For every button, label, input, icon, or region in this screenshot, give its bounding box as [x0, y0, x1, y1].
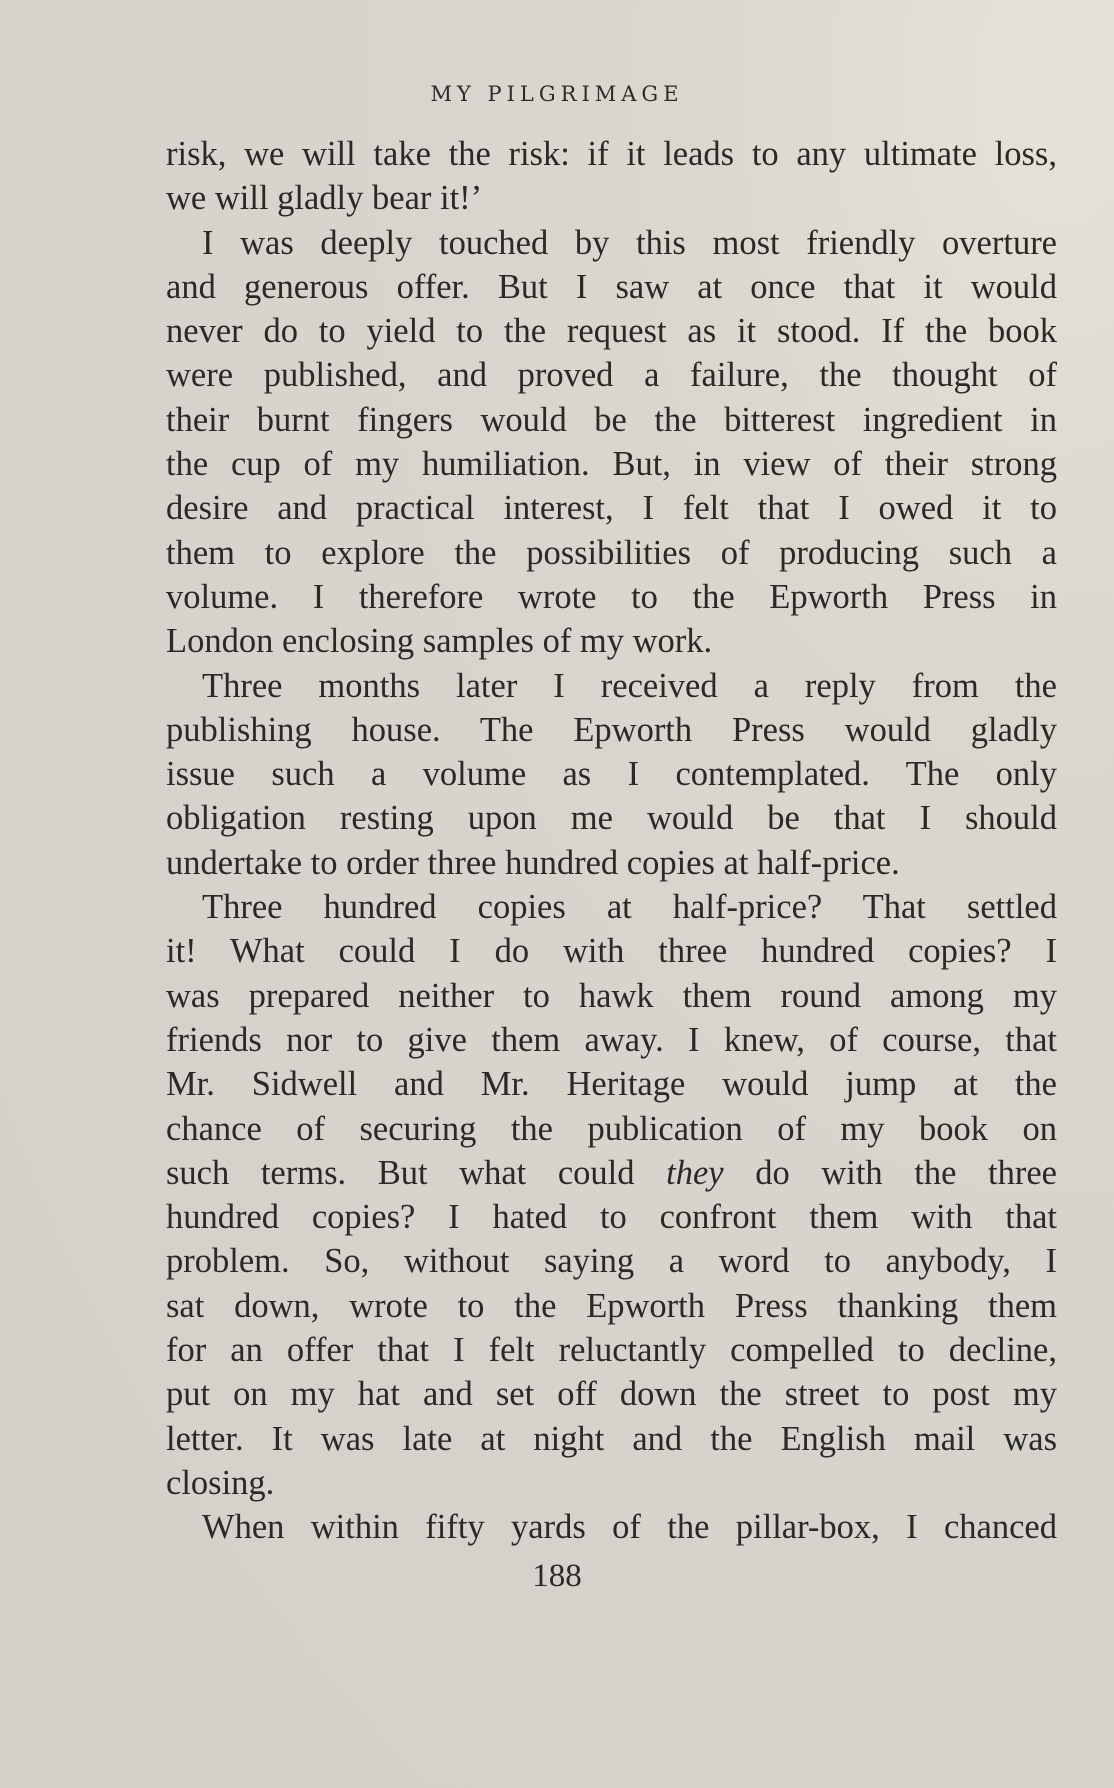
text-line: them to explore the possibilities of producing such a	[166, 533, 1057, 572]
text-line: were published, and proved a failure, the thought of	[166, 356, 1057, 395]
running-head: MY PILGRIMAGE	[430, 82, 684, 106]
text-line: such terms. But what could they do with the three	[166, 1153, 1057, 1192]
text-line: risk, we will take the risk: if it leads to any ultimate loss,	[166, 135, 1057, 173]
text-line: Mr. Sidwell and Mr. Heritage would jump at the	[166, 1065, 1057, 1104]
text-line: closing.	[166, 1463, 275, 1502]
text-line: volume. I therefore wrote to the Epworth Press in	[166, 577, 1057, 616]
italic-word: they	[666, 1153, 724, 1192]
text-line: desire and practical interest, I felt that I owed it to	[166, 489, 1057, 528]
text-line: their burnt fingers would be the bitterest ingredient in	[166, 400, 1057, 439]
text-line: undertake to order three hundred copies at half-price.	[166, 843, 900, 882]
text-line: friends nor to give them away. I knew, of course, that	[166, 1020, 1057, 1059]
text-line: sat down, wrote to the Epworth Press thanking them	[166, 1286, 1057, 1325]
text-line: put on my hat and set off down the street to post my	[166, 1375, 1057, 1414]
text-line: hundred copies? I hated to confront them with that	[166, 1198, 1057, 1237]
text-line: never do to yield to the request as it stood. If the book	[166, 312, 1057, 351]
text-line: the cup of my humiliation. But, in view of their strong	[166, 445, 1057, 484]
body-text	[166, 132, 1057, 1550]
text-line: Three hundred copies at half-price? That settled	[202, 888, 1057, 927]
text-line: and generous offer. But I saw at once that it would	[166, 267, 1057, 306]
text-line: London enclosing samples of my work.	[166, 622, 713, 661]
text-line: was prepared neither to hawk them round among my	[166, 976, 1057, 1015]
text-line: I was deeply touched by this most friendly overture	[202, 223, 1057, 262]
text-line: obligation resting upon me would be that I should	[166, 799, 1057, 838]
text-line: it! What could I do with three hundred copies? I	[166, 932, 1057, 971]
page-number: 188	[532, 1558, 582, 1594]
text-line: When within fifty yards of the pillar-box, I chanced	[202, 1508, 1057, 1547]
text-line: we will gladly bear it!’	[166, 179, 483, 218]
text-line: letter. It was late at night and the English mail was	[166, 1419, 1057, 1458]
text-line: chance of securing the publication of my book on	[166, 1109, 1057, 1148]
text-line: problem. So, without saying a word to anybody, I	[166, 1242, 1057, 1281]
text-line: for an offer that I felt reluctantly compelled to decline,	[166, 1331, 1057, 1370]
text-line: publishing house. The Epworth Press would gladly	[166, 710, 1057, 749]
text-line: issue such a volume as I contemplated. The only	[166, 755, 1057, 794]
text-line: Three months later I received a reply from the	[202, 666, 1057, 705]
